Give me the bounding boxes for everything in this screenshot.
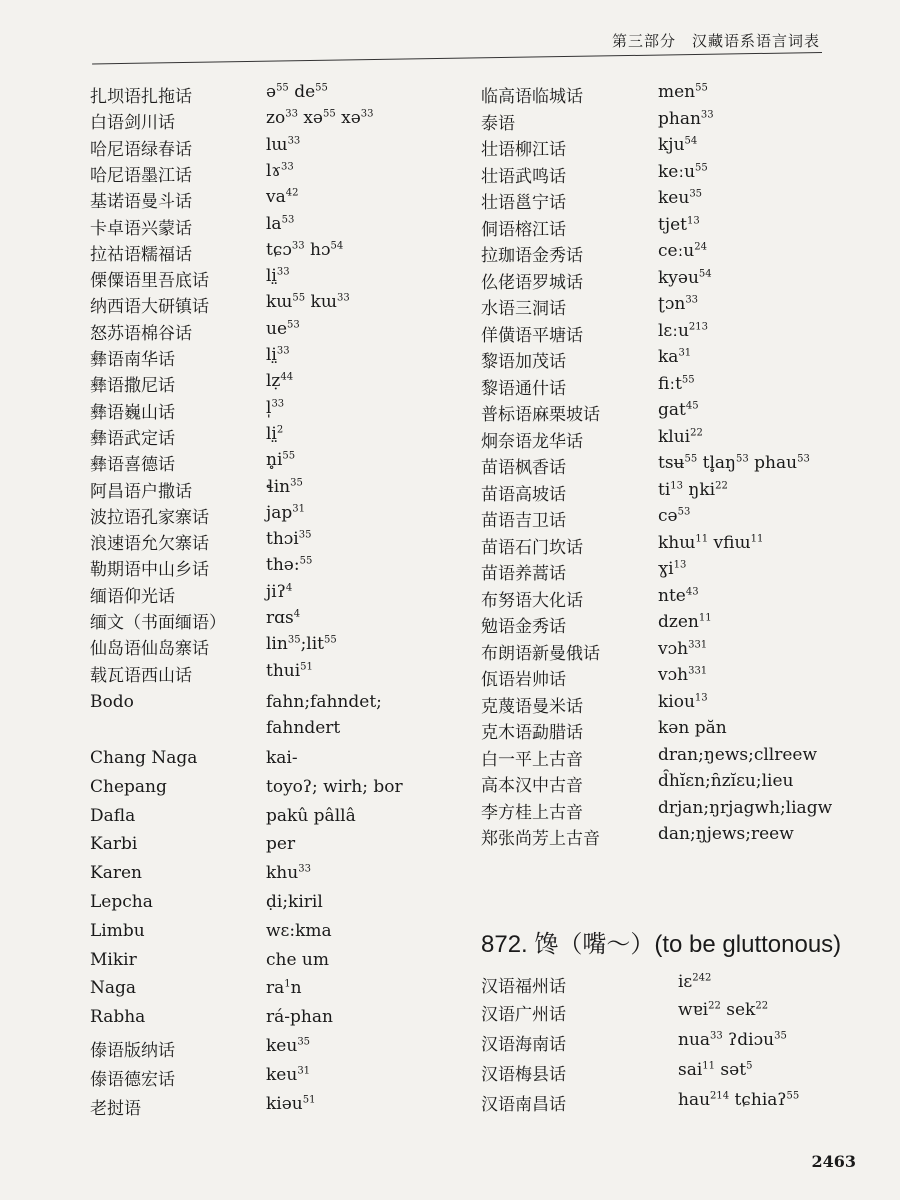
language-name: 黎语通什话 bbox=[481, 379, 566, 399]
word-form: jiʔ$^4$ bbox=[266, 582, 293, 602]
word-form: kiəu$^{51}$ bbox=[266, 1094, 316, 1114]
language-name: Chepang bbox=[90, 777, 167, 797]
word-form: $n̥i^{55}$ bbox=[266, 450, 296, 470]
language-name: 基诺语曼斗话 bbox=[90, 192, 192, 212]
language-name: 傣语德宏话 bbox=[90, 1070, 175, 1090]
word-form: fahndert bbox=[266, 718, 341, 738]
word-form: rá-phan bbox=[266, 1007, 333, 1027]
language-name: 彝语武定话 bbox=[90, 429, 175, 449]
word-form: phan$^{33}$ bbox=[658, 109, 714, 129]
language-name: Rabha bbox=[90, 1007, 146, 1027]
word-form: ə$^{55}$ $de^{55}$ bbox=[266, 82, 328, 102]
language-name: 汉语福州话 bbox=[481, 977, 566, 997]
word-form: keu$^{31}$ bbox=[266, 1065, 311, 1085]
language-name: 纳西语大研镇话 bbox=[90, 297, 209, 317]
word-form: jap$^{31}$ bbox=[266, 503, 306, 523]
word-form: vɔh$^{331}$ bbox=[658, 639, 708, 659]
language-name: 苗语高坡话 bbox=[481, 485, 566, 505]
language-name: 李方桂上古音 bbox=[481, 803, 583, 823]
word-form: nte$^{43}$ bbox=[658, 586, 699, 606]
language-name: 壮语武鸣话 bbox=[481, 167, 566, 187]
left-column bbox=[90, 82, 450, 1122]
language-name: 彝语撒尼话 bbox=[90, 376, 175, 396]
header-rule bbox=[92, 52, 822, 64]
word-form: kiou$^{13}$ bbox=[658, 692, 708, 712]
language-name: 卡卓语兴蒙话 bbox=[90, 219, 192, 239]
word-form: thui$^{51}$ bbox=[266, 661, 313, 681]
language-name: 仙岛语仙岛寨话 bbox=[90, 639, 209, 659]
language-name: Karbi bbox=[90, 834, 138, 854]
word-form: l̩$^{33}$ bbox=[266, 398, 285, 418]
word-form: ɬin$^{35}$ bbox=[266, 477, 303, 497]
language-name: 克木语勐腊话 bbox=[481, 723, 583, 743]
language-name: 临高语临城话 bbox=[481, 87, 583, 107]
language-name: 阿昌语户撒话 bbox=[90, 482, 192, 502]
language-name: 汉语广州话 bbox=[481, 1005, 566, 1025]
language-name: Mikir bbox=[90, 950, 137, 970]
word-form: tjet$^{13}$ bbox=[658, 215, 700, 235]
language-name: 仫佬语罗城话 bbox=[481, 273, 583, 293]
language-name: 郑张尚芳上古音 bbox=[481, 829, 600, 849]
page-number: 2463 bbox=[811, 1152, 856, 1171]
word-form: $zo^{33}$ xə$^{55}$ xə$^{33}$ bbox=[266, 108, 374, 128]
word-form: kju$^{54}$ bbox=[658, 135, 698, 155]
language-name: 苗语枫香话 bbox=[481, 458, 566, 478]
language-name: 彝语巍山话 bbox=[90, 403, 175, 423]
word-form: khɯ$^{11}$ vfiɯ$^{11}$ bbox=[658, 533, 764, 553]
word-form: $ti^{13}$ ŋki$^{22}$ bbox=[658, 480, 728, 500]
word-form: lɯ$^{33}$ bbox=[266, 135, 301, 155]
language-name: 老挝语 bbox=[90, 1099, 141, 1119]
word-form: sai$^{11}$ sət$^5$ bbox=[678, 1060, 753, 1080]
word-form: lɛːu$^{213}$ bbox=[658, 321, 709, 341]
word-form: che um bbox=[266, 950, 330, 970]
word-form: keu$^{35}$ bbox=[658, 188, 703, 208]
language-name: 苗语养蒿话 bbox=[481, 564, 566, 584]
language-name: Bodo bbox=[90, 692, 134, 712]
word-form: drjan;ŋrjagwh;liagw bbox=[658, 798, 833, 818]
word-form: thə:$^{55}$ bbox=[266, 555, 313, 575]
word-form: $ka^{31}$ bbox=[658, 347, 692, 367]
word-form: per bbox=[266, 834, 296, 854]
language-name: Dafla bbox=[90, 806, 136, 826]
word-form: toyoʔ; wirh; bor bbox=[266, 777, 403, 797]
language-name: 布努语大化话 bbox=[481, 591, 583, 611]
language-name: 扎坝语扎拖话 bbox=[90, 87, 192, 107]
word-form: dran;ŋews;cllreew bbox=[658, 745, 818, 765]
word-form: li̤$^{33}$ bbox=[266, 345, 290, 365]
language-name: 汉语南昌话 bbox=[481, 1095, 566, 1115]
word-form: li̤$^{33}$ bbox=[266, 266, 290, 286]
word-form: hau$^{214}$ tɕhiaʔ$^{55}$ bbox=[678, 1090, 800, 1110]
word-form: keu$^{35}$ bbox=[266, 1036, 311, 1056]
language-name: 苗语石门坎话 bbox=[481, 538, 583, 558]
language-name: Chang Naga bbox=[90, 748, 198, 768]
language-name: 哈尼语绿春话 bbox=[90, 140, 192, 160]
language-name: 傣语版纳话 bbox=[90, 1041, 175, 1061]
language-name: Lepcha bbox=[90, 892, 153, 912]
word-form: lẓ$^{44}$ bbox=[266, 371, 294, 391]
word-form: wɐi$^{22}$ sek$^{22}$ bbox=[678, 1000, 769, 1020]
language-name: 壮语邕宁话 bbox=[481, 193, 566, 213]
language-name: 布朗语新曼俄话 bbox=[481, 644, 600, 664]
language-name: 苗语吉卫话 bbox=[481, 511, 566, 531]
section-title: 872. 馋（嘴～）(to be gluttonous) bbox=[481, 931, 842, 958]
language-name: 高本汉中古音 bbox=[481, 776, 583, 796]
word-form: thɔi$^{35}$ bbox=[266, 529, 312, 549]
word-form: lɤ$^{33}$ bbox=[266, 161, 294, 181]
language-name: 白一平上古音 bbox=[481, 750, 583, 770]
language-name: 彝语喜德话 bbox=[90, 455, 175, 475]
language-name: 佯僙语平塘话 bbox=[481, 326, 583, 346]
language-name: 克蔑语曼米话 bbox=[481, 697, 583, 717]
word-form: kai- bbox=[266, 748, 298, 768]
language-name: 波拉语孔家寨话 bbox=[90, 508, 209, 528]
word-form: d̑hĭɛn;n̑zĭɛu;lieu bbox=[658, 771, 794, 791]
word-form: rɑs$^4$ bbox=[266, 608, 301, 628]
word-form: pakû pâllâ bbox=[266, 806, 356, 826]
word-form: li̤$^2$ bbox=[266, 424, 284, 444]
word-form: $la^{53}$ bbox=[266, 214, 295, 234]
word-form: khu$^{33}$ bbox=[266, 863, 311, 883]
word-form: ɣi$^{13}$ bbox=[658, 559, 687, 579]
word-form: gat$^{45}$ bbox=[658, 400, 699, 420]
language-name: 普标语麻栗坡话 bbox=[481, 405, 600, 425]
language-name: 怒苏语棉谷话 bbox=[90, 324, 192, 344]
word-form: cə$^{53}$ bbox=[658, 506, 691, 526]
word-form: lin$^{35}$;lit$^{55}$ bbox=[266, 634, 337, 654]
word-form: klui$^{22}$ bbox=[658, 427, 703, 447]
language-name: Naga bbox=[90, 978, 137, 998]
word-form: fahn;fahndet; bbox=[266, 692, 382, 712]
word-form: kɯ$^{55}$ kɯ$^{33}$ bbox=[266, 292, 350, 312]
word-form: tsʉ$^{55}$ $tl̥aŋ^{53}$ phau$^{53}$ bbox=[658, 453, 810, 473]
word-form: tɕɔ$^{33}$ hɔ$^{54}$ bbox=[266, 240, 344, 260]
language-name: 彝语南华话 bbox=[90, 350, 175, 370]
word-form: keːu$^{55}$ bbox=[658, 162, 708, 182]
language-name: Karen bbox=[90, 863, 142, 883]
word-form: ḍi;kiril bbox=[266, 892, 323, 912]
language-name: 泰语 bbox=[481, 114, 515, 134]
language-name: 哈尼语墨江话 bbox=[90, 166, 192, 186]
language-name: 佤语岩帅话 bbox=[481, 670, 566, 690]
language-name: 炯奈语龙华话 bbox=[481, 432, 583, 452]
language-name: 拉祜语糯福话 bbox=[90, 245, 192, 265]
language-name: 缅文（书面缅语） bbox=[90, 613, 226, 633]
running-header: 第三部分 汉藏语系语言词表 bbox=[611, 32, 820, 50]
language-name: 载瓦语西山话 bbox=[90, 666, 192, 686]
language-name: 黎语加茂话 bbox=[481, 352, 566, 372]
language-name: 傈僳语里吾底话 bbox=[90, 271, 209, 291]
section-entries bbox=[481, 972, 881, 1122]
word-form: $ra^1n$ bbox=[266, 978, 302, 998]
language-name: 勉语金秀话 bbox=[481, 617, 566, 637]
word-form: fiːt$^{55}$ bbox=[658, 374, 695, 394]
word-form: $va^{42}$ bbox=[266, 187, 299, 207]
language-name: 水语三洞话 bbox=[481, 299, 566, 319]
word-form: kən păn bbox=[658, 718, 727, 738]
word-form: ʈɔn$^{33}$ bbox=[658, 294, 699, 314]
word-form: dzen$^{11}$ bbox=[658, 612, 712, 632]
language-name: 壮语柳江话 bbox=[481, 140, 566, 160]
word-form: vɔh$^{331}$ bbox=[658, 665, 708, 685]
language-name: 侗语榕江话 bbox=[481, 220, 566, 240]
language-name: 汉语梅县话 bbox=[481, 1065, 566, 1085]
language-name: 汉语海南话 bbox=[481, 1035, 566, 1055]
language-name: 浪速语允欠寨话 bbox=[90, 534, 209, 554]
word-form: kyəu$^{54}$ bbox=[658, 268, 712, 288]
language-name: 缅语仰光话 bbox=[90, 587, 175, 607]
word-form: $ue^{53}$ bbox=[266, 319, 300, 339]
word-form: nua$^{33}$ ʔdiɔu$^{35}$ bbox=[678, 1030, 787, 1050]
word-form: men$^{55}$ bbox=[658, 82, 708, 102]
language-name: 勒期语中山乡话 bbox=[90, 560, 209, 580]
language-name: 拉珈语金秀话 bbox=[481, 246, 583, 266]
word-form: ceːu$^{24}$ bbox=[658, 241, 707, 261]
word-form: dan;ŋjews;reew bbox=[658, 824, 794, 844]
right-column bbox=[481, 82, 881, 862]
language-name: Limbu bbox=[90, 921, 145, 941]
word-form: iɛ$^{242}$ bbox=[678, 972, 712, 992]
language-name: 白语剑川话 bbox=[90, 113, 175, 133]
word-form: wɛ:kma bbox=[266, 921, 332, 941]
